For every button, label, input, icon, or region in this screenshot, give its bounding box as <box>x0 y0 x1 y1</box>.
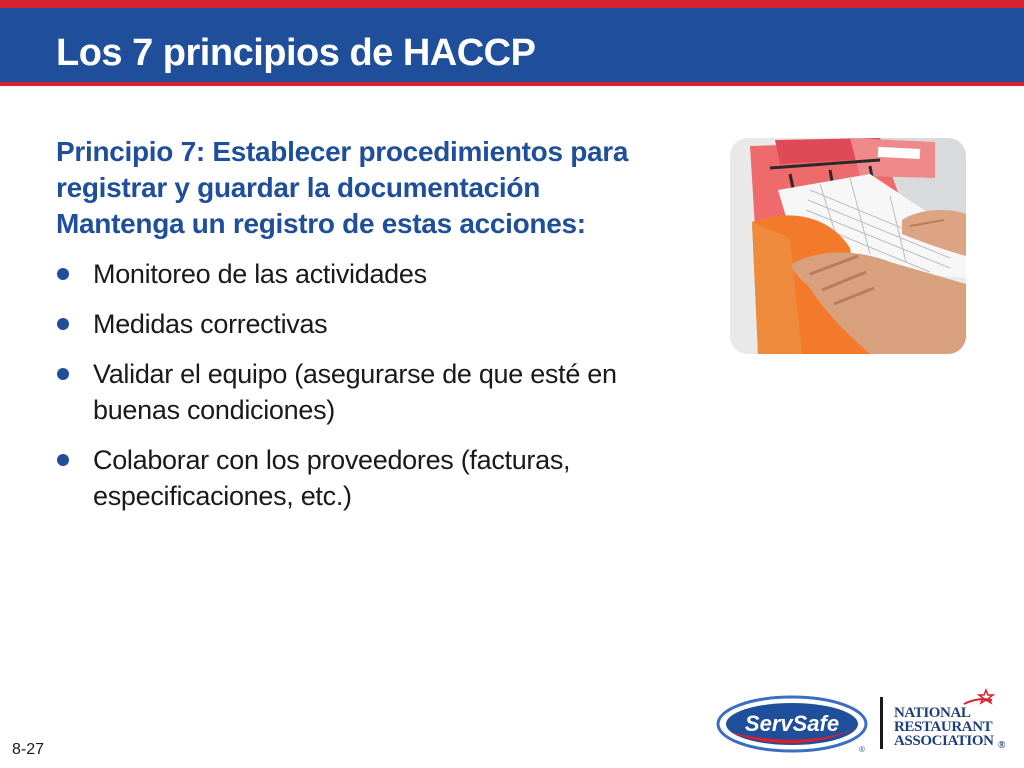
title-bottom-stripe <box>0 82 1024 86</box>
bullet-icon <box>57 268 69 280</box>
nra-line-1: NATIONAL <box>894 705 971 721</box>
bullet-item <box>56 256 676 292</box>
bullet-text: Monitoreo de las actividades <box>93 259 427 289</box>
nra-line-2: RESTAURANT <box>894 719 993 735</box>
servsafe-logo <box>716 694 868 754</box>
nra-line-3: ASSOCIATION <box>894 733 994 749</box>
bullet-text: Medidas correctivas <box>93 309 328 339</box>
bullet-icon <box>57 318 69 330</box>
filing-folders-photo <box>730 138 966 354</box>
bullet-item <box>56 306 676 342</box>
bullet-text: Colaborar con los proveedores (facturas, especificaciones, etc.) <box>93 445 571 511</box>
page-number: 8-27 <box>12 741 45 758</box>
principle-heading-line-1: Principio 7: Establecer procedimientos para <box>56 136 629 167</box>
top-red-stripe <box>0 0 1024 8</box>
nra-registered-mark: ® <box>998 740 1006 751</box>
slide-title: Los 7 principios de HACCP <box>56 32 536 74</box>
bullet-icon <box>57 368 69 380</box>
principle-heading <box>56 134 696 242</box>
servsafe-logo-text: ServSafe <box>744 711 840 736</box>
bullet-text: Validar el equipo (asegurarse de que esté en buenas condiciones) <box>93 359 617 425</box>
bullet-item <box>56 442 676 514</box>
bullet-list <box>56 256 676 528</box>
logo-divider <box>880 697 883 749</box>
servsafe-registered-mark: ® <box>859 745 865 754</box>
principle-heading-line-3: Mantenga un registro de estas acciones: <box>56 208 586 239</box>
bullet-item <box>56 356 676 428</box>
bullet-icon <box>57 454 69 466</box>
title-bar <box>0 8 1024 82</box>
principle-heading-line-2: registrar y guardar la documentación <box>56 172 541 203</box>
nra-logo <box>894 700 1020 752</box>
hands-filing-folders-photo-icon <box>730 138 966 354</box>
